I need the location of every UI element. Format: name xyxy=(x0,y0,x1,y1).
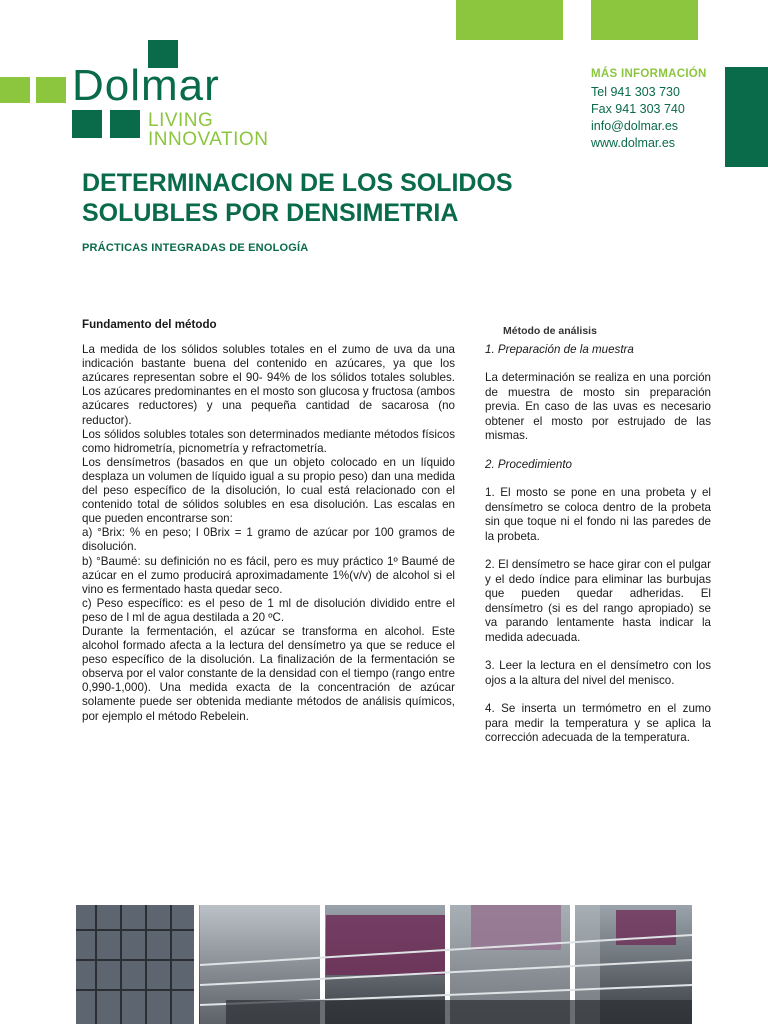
procedure-step: 1. El mosto se pone en una probeta y el densímetro se coloca dentro de la probeta sin que toque ni el fondo ni las paredes de la probeta. xyxy=(485,486,711,543)
paragraph: c) Peso específico: es el peso de 1 ml de disolución dividido entre el peso de l ml de agua destilada a 20 ºC. xyxy=(82,596,455,624)
paragraph: Los sólidos solubles totales son determinados mediante métodos físicos como hidrometría, picnometría y refractometría. xyxy=(82,427,455,455)
header-block-light-2 xyxy=(591,0,698,40)
procedure-step: 4. Se inserta un termómetro en el zumo para medir la temperatura y se aplica la corrección adecuada de la temperatura. xyxy=(485,702,711,744)
contact-phone: Tel 941 303 730 xyxy=(591,85,680,99)
logo-square-light-2 xyxy=(36,77,66,103)
contact-heading: MÁS INFORMACIÓN xyxy=(591,68,707,80)
right-column xyxy=(485,324,711,760)
header-block-dark xyxy=(725,67,768,167)
logo-wordmark: Dolmar xyxy=(72,61,220,110)
procedure-step: 3. Leer la lectura en el densímetro con los ojos a la altura del nivel del menisco. xyxy=(485,659,711,687)
logo-square-dark-2 xyxy=(110,110,140,138)
contact-website[interactable]: www.dolmar.es xyxy=(591,136,676,150)
logo-square-light-1 xyxy=(0,77,30,103)
contact-email[interactable]: info@dolmar.es xyxy=(591,119,679,133)
logo-square-dark-1 xyxy=(72,110,102,138)
section-heading-metodo: Método de análisis xyxy=(503,325,597,337)
subsection-title-procedimiento: 2. Procedimiento xyxy=(485,457,572,471)
procedure-step: 2. El densímetro se hace girar con el pulgar y el dedo índice para eliminar las burbujas que pueden quedar adheridas. El densímetro (si es del rango apropiado) se va parando lentamente hasta indicar la medida adecuada. xyxy=(485,558,711,644)
header-block-light-1 xyxy=(456,0,563,40)
section-heading-fundamento: Fundamento del método xyxy=(82,318,217,331)
building-illustration xyxy=(76,905,692,1024)
logo-tagline-2: INNOVATION xyxy=(148,129,269,150)
contact-fax: Fax 941 303 740 xyxy=(591,102,685,116)
paragraph: a) °Brix: % en peso; l 0Brix = 1 gramo de azúcar por 100 gramos de disolución. xyxy=(82,526,455,554)
document-title: DETERMINACION DE LOS SOLIDOS SOLUBLES POR DENSIMETRIA xyxy=(82,169,513,227)
left-column xyxy=(82,318,455,724)
paragraph: La medida de los sólidos solubles totales en el zumo de uva da una indicación bastante buena del contenido en azúcares, ya que los azúcares representan sobre el 90- 94% de los sólidos totales solubles. Los azúcares predominantes en el mosto son glucosa y fructosa (ambos azúcares reductores) y una pequeña cantidad de sacarosa (no reductor). xyxy=(82,343,455,427)
subsection-title-preparacion: 1. Preparación de la muestra xyxy=(485,342,634,356)
paragraph: b) °Baumé: su definición no es fácil, pero es muy práctico 1º Baumé de azúcar en el zumo producirá aproximadamente 1%(v/v) de alcohol si el vino es fermentado hasta quedar seco. xyxy=(82,554,455,596)
document-subtitle: PRÁCTICAS INTEGRADAS DE ENOLOGÍA xyxy=(82,242,309,254)
logo-tagline-1: LIVING xyxy=(148,110,214,131)
footer-building-photo xyxy=(76,905,692,1024)
paragraph: Durante la fermentación, el azúcar se transforma en alcohol. Este alcohol formado afecta a la lectura del densímetro ya que se reduce el peso específico de la disolución. La finalización de la fermentación se observa por el valor constante de la densidad con el tiempo (rango entre 0,990-1,000). Una medida exacta de la concentración de azúcar solamente puede ser obtenida mediante métodos de análisis químicos, por ejemplo el método Rebelein. xyxy=(82,624,455,723)
paragraph: Los densímetros (basados en que un objeto colocado en un líquido desplaza un volumen de líquido igual a su propio peso) dan una medida del peso específico de la disolución, lo cual está relacionado con el contenido total de sólidos solubles en esa disolución. Las escalas en que pueden encontrarse son: xyxy=(82,455,455,526)
paragraph: La determinación se realiza en una porción de muestra de mosto sin preparación previa. En caso de las uvas es necesario obtener el mosto por estrujado de las mismas. xyxy=(485,371,711,442)
contact-block xyxy=(591,66,721,152)
